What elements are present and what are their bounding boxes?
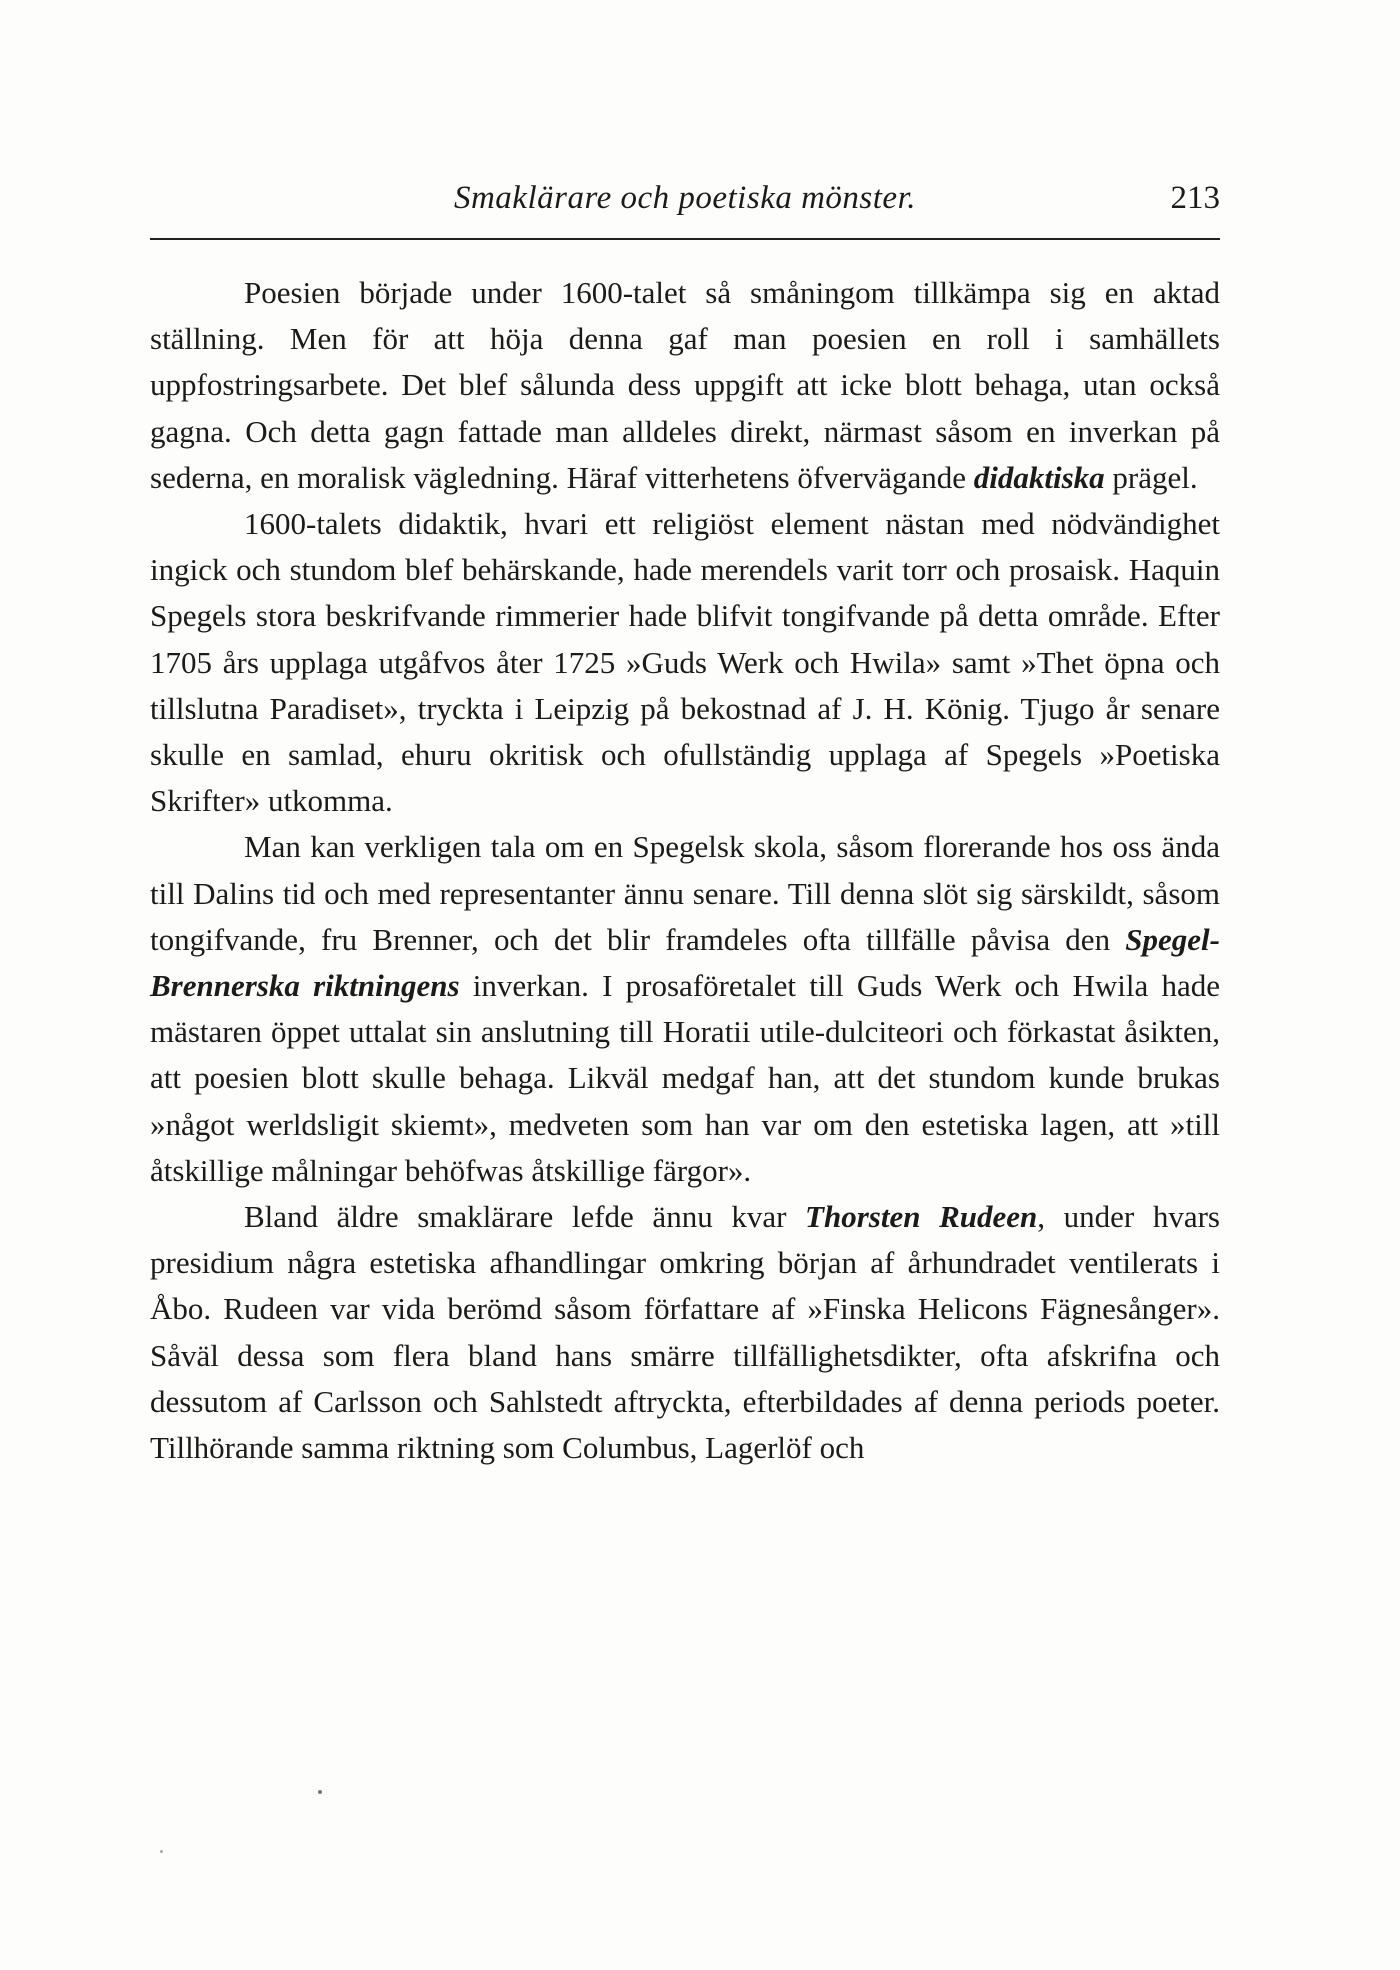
paragraph-4 — [150, 1194, 1220, 1471]
header-rule — [150, 238, 1220, 240]
paragraph-4-italic-thorsten-rudeen: Thorsten Rudeen — [805, 1199, 1038, 1235]
paragraph-2 — [150, 501, 1220, 824]
paragraph-1 — [150, 270, 1220, 501]
paragraph-3-text-a: Man kan verkligen tala om en Spegelsk skola, såsom florerande hos oss ända till Dalins tid och med representanter ännu senare. Till denna slöt sig särskildt, såsom tongifvande, fru Brenner, och det blir framdeles ofta tillfälle påvisa den — [150, 829, 1220, 957]
paragraph-1-text-b: prägel. — [1104, 459, 1198, 495]
paragraph-2-text: 1600-talets didaktik, hvari ett religiöst element nästan med nödvändighet ingick och stundom blef behärskande, hade merendels varit torr och prosaisk. Haquin Spegels stora beskrifvande rimmerier hade blifvit tongifvande på detta område. Efter 1705 års upplaga utgåfvos åter 1725 »Guds Werk och Hwila» samt »Thet öpna och tillslutna Paradiset», tryckta i Leipzig på bekostnad af J. H. König. Tjugo år senare skulle en samlad, ehuru okritisk och ofullständig upplaga af Spegels »Poetiska Skrifter» utkomma. — [150, 506, 1220, 819]
running-title: Smaklärare och poetiska mönster. — [453, 180, 917, 216]
body-text — [150, 270, 1220, 1471]
paragraph-3 — [150, 824, 1220, 1194]
paragraph-1-text-a: Poesien började under 1600-talet så småningom tillkämpa sig en aktad ställning. Men för att höja denna gaf man poesien en roll i samhällets uppfostringsarbete. Det blef sålunda dess uppgift att icke blott behaga, utan också gagna. Och detta gagn fattade man alldeles direkt, närmast såsom en inverkan på sederna, en moralisk vägledning. Häraf vitterhetens öfvervägande — [150, 275, 1220, 495]
page-number: 213 — [1170, 180, 1220, 216]
paragraph-1-italic-didaktiska: didaktiska — [973, 459, 1105, 495]
paper-speck — [160, 1850, 163, 1853]
paragraph-4-text-a: Bland äldre smaklärare lefde ännu kvar — [244, 1199, 806, 1235]
page-header — [150, 180, 1220, 230]
paper-speck — [318, 1790, 322, 1794]
paragraph-3-italic-spegel-brennerska: Spegel-Brennerska riktningens — [150, 921, 1220, 1004]
paragraph-3-text-b: inverkan. I prosaföretalet till Guds Werk och Hwila hade mästaren öppet uttalat sin anslutning till Horatii utile-dulciteori och förkastat åsikten, att poesien blott skulle behaga. Likväl medgaf han, att det stundom kunde brukas »något werldsligit skiemt», medveten som han var om den estetiska lagen, att »till åtskillige målningar behöfwas åtskillige färgor». — [150, 968, 1220, 1188]
paragraph-4-text-b: , under hvars presidium några estetiska afhandlingar omkring början af århundradet ventilerats i Åbo. Rudeen var vida berömd såsom författare af »Finska Helicons Fägnesånger». Såväl dessa som flera bland hans smärre tillfällighetsdikter, ofta afskrifna och dessutom af Carlsson och Sahlstedt aftryckta, efterbildades af denna periods poeter. Tillhörande samma riktning som Columbus, Lagerlöf och — [150, 1199, 1220, 1466]
